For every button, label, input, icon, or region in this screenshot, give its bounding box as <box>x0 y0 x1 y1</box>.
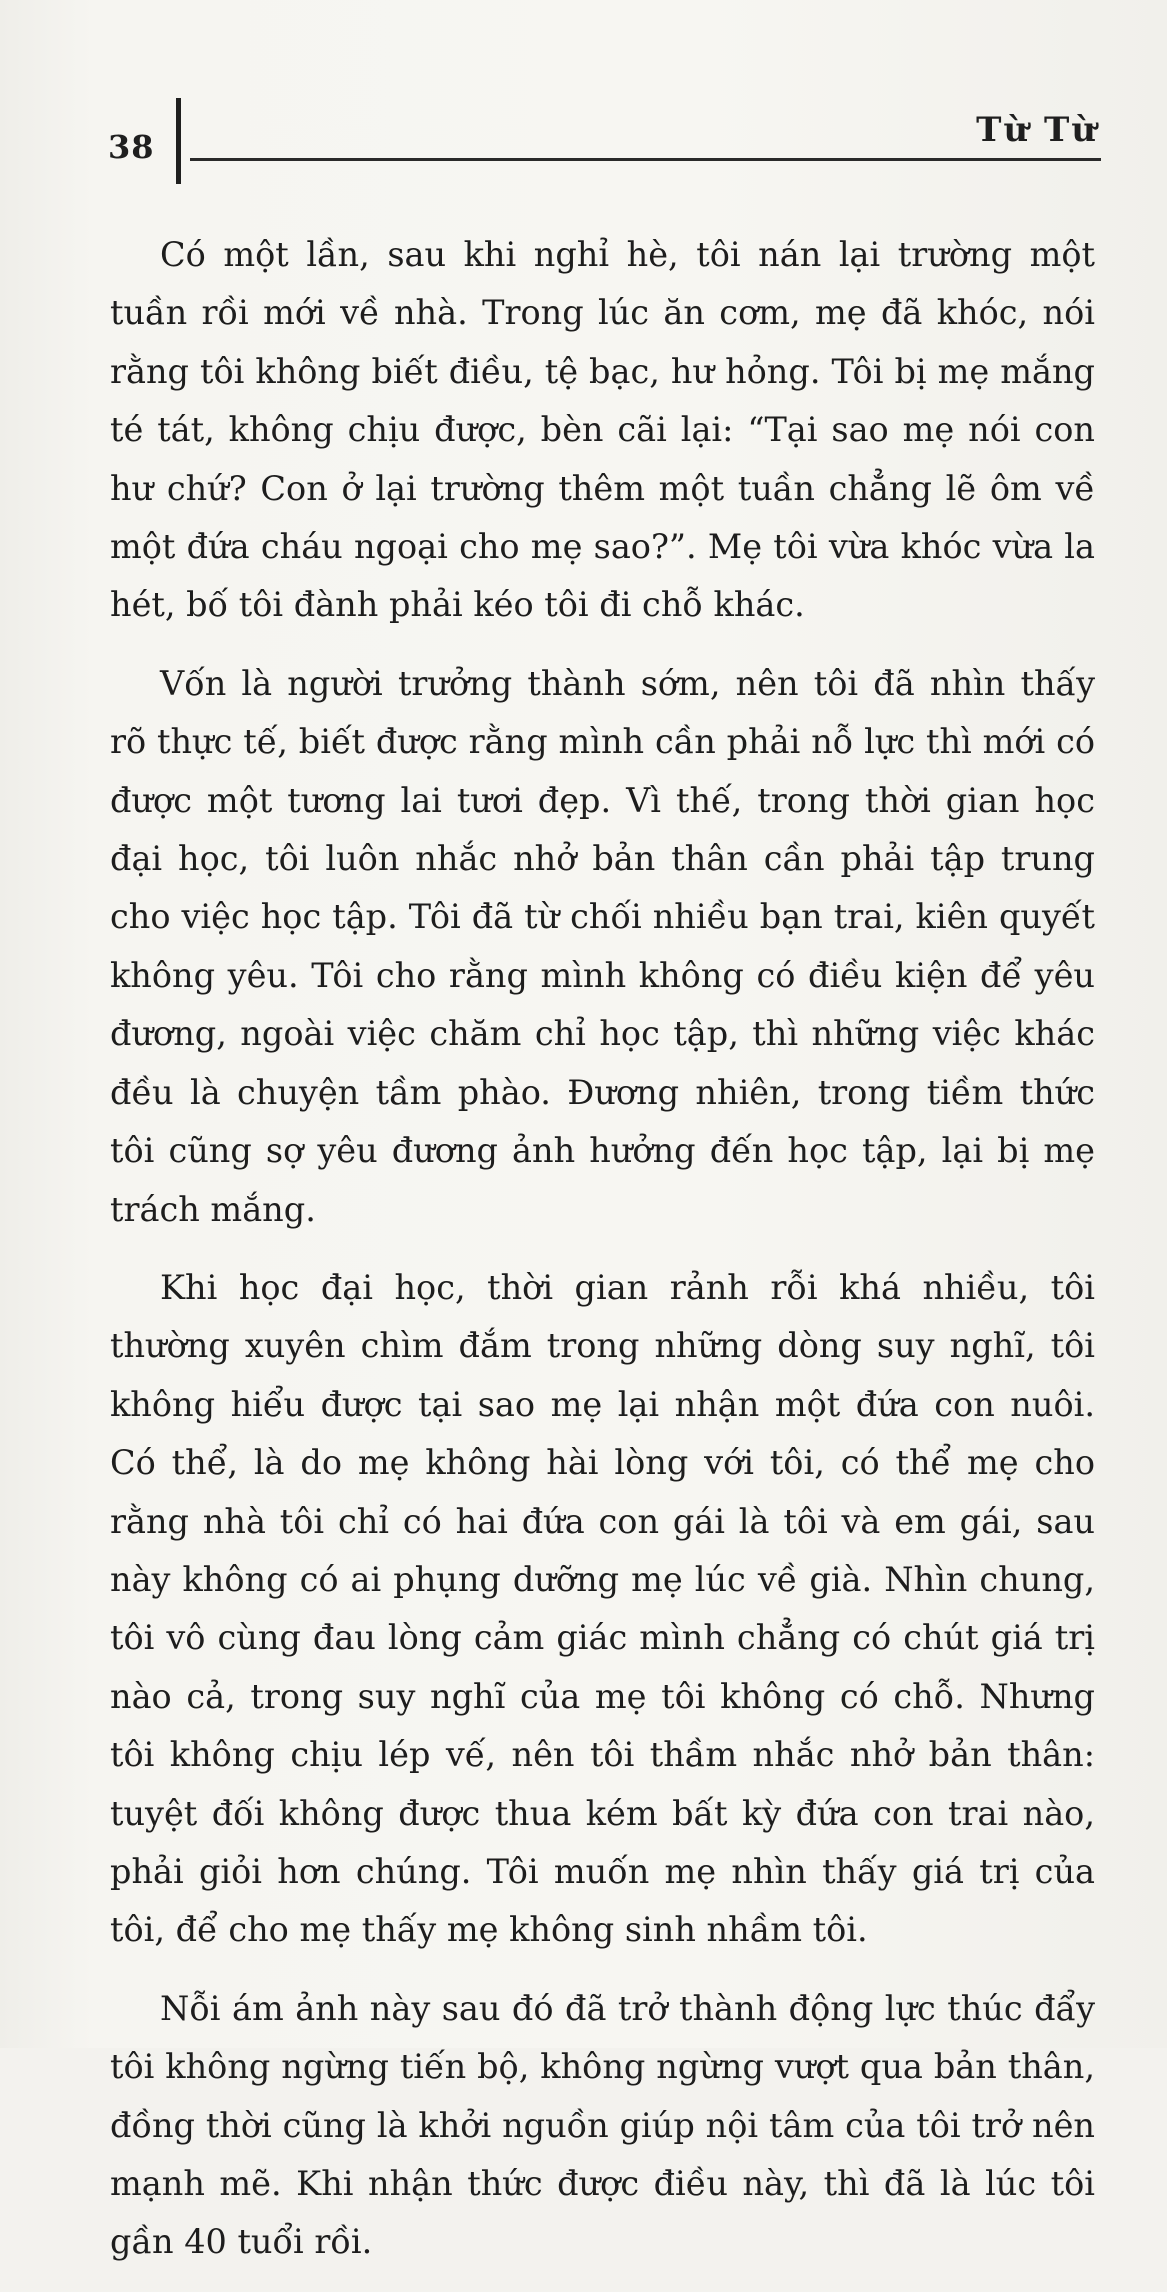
body-text <box>110 226 1095 2292</box>
header-vertical-bar <box>176 98 181 184</box>
paragraph-1: Có một lần, sau khi nghỉ hè, tôi nán lại trường một tuần rồi mới về nhà. Trong lúc ăn cơm, mẹ đã khóc, nói rằng tôi không biết điều, tệ bạc, hư hỏng. Tôi bị mẹ mắng té tát, không chịu được, bèn cãi lại: “Tại sao mẹ nói con hư chứ? Con ở lại trường thêm một tuần chẳng lẽ ôm về một đứa cháu ngoại cho mẹ sao?”. Mẹ tôi vừa khóc vừa la hét, bố tôi đành phải kéo tôi đi chỗ khác. <box>110 235 1095 625</box>
paragraph-3: Khi học đại học, thời gian rảnh rỗi khá nhiều, tôi thường xuyên chìm đắm trong những dòng suy nghĩ, tôi không hiểu được tại sao mẹ lại nhận một đứa con nuôi. Có thể, là do mẹ không hài lòng với tôi, có thể mẹ cho rằng nhà tôi chỉ có hai đứa con gái là tôi và em gái, sau này không có ai phụng dưỡng mẹ lúc về già. Nhìn chung, tôi vô cùng đau lòng cảm giác mình chẳng có chút giá trị nào cả, trong suy nghĩ của mẹ tôi không có chỗ. Nhưng tôi không chịu lép vế, nên tôi thầm nhắc nhở bản thân: tuyệt đối không được thua kém bất kỳ đứa con trai nào, phải giỏi hơn chúng. Tôi muốn mẹ nhìn thấy giá trị của tôi, để cho mẹ thấy mẹ không sinh nhầm tôi. <box>110 1267 1095 1950</box>
running-title: Từ Từ <box>976 110 1098 150</box>
page-number: 38 <box>108 128 155 166</box>
paragraph-4: Nỗi ám ảnh này sau đó đã trở thành động lực thúc đẩy tôi không ngừng tiến bộ, không ngừng vượt qua bản thân, đồng thời cũng là khởi nguồn giúp nội tâm của tôi trở nên mạnh mẽ. Khi nhận thức được điều này, thì đã là lúc tôi gần 40 tuổi rồi. <box>110 1988 1095 2262</box>
header-rule <box>190 158 1101 161</box>
paragraph-2: Vốn là người trưởng thành sớm, nên tôi đã nhìn thấy rõ thực tế, biết được rằng mình cần phải nỗ lực thì mới có được một tương lai tươi đẹp. Vì thế, trong thời gian học đại học, tôi luôn nhắc nhở bản thân cần phải tập trung cho việc học tập. Tôi đã từ chối nhiều bạn trai, kiên quyết không yêu. Tôi cho rằng mình không có điều kiện để yêu đương, ngoài việc chăm chỉ học tập, thì những việc khác đều là chuyện tầm phào. Đương nhiên, trong tiềm thức tôi cũng sợ yêu đương ảnh hưởng đến học tập, lại bị mẹ trách mắng. <box>110 663 1095 1229</box>
